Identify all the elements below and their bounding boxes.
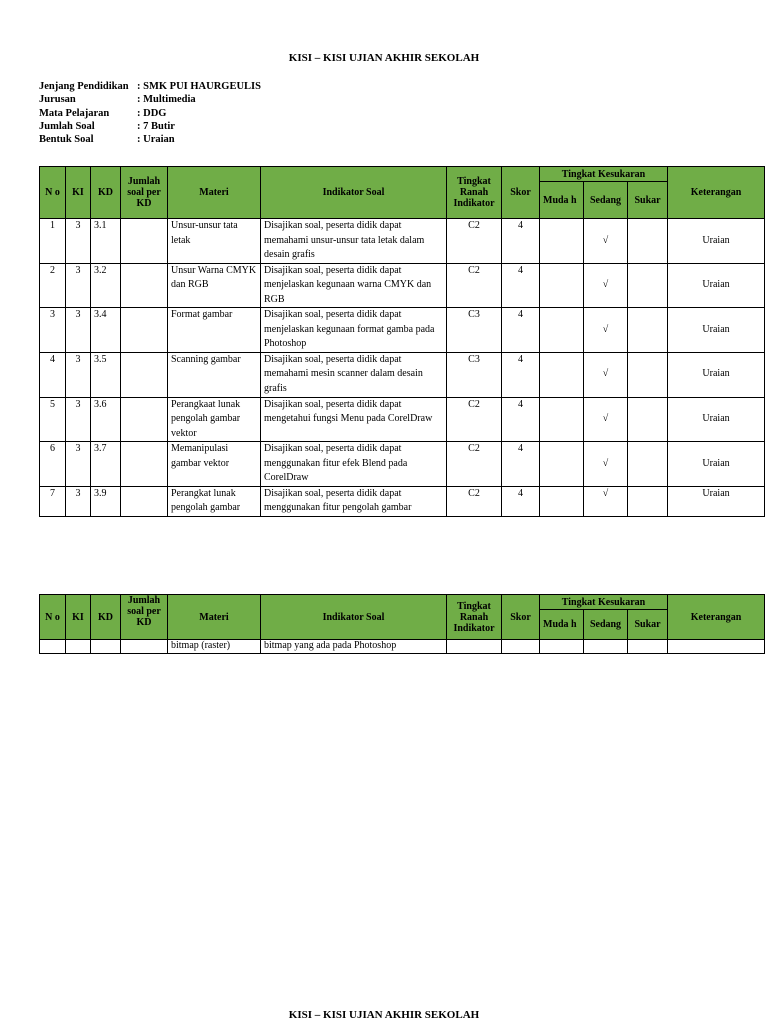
cell-keterangan: Uraian [668,397,765,442]
cell-no: 3 [40,308,66,353]
header-kd: KD [91,595,121,640]
cell-no: 2 [40,263,66,308]
meta-label: Jenjang Pendidikan [39,81,129,92]
cell-kd [91,640,121,654]
header-sedang: Sedang [584,182,628,219]
header-jumlah-soal [121,595,168,640]
cell-ranah: C2 [447,397,502,442]
cell-ranah: C2 [447,442,502,487]
cell-kd: 3.9 [91,486,121,516]
cell-ranah [447,640,502,654]
cell-indikator: Disajikan soal, peserta didik dapat menggunakan fitur pengolah gambar [261,486,447,516]
cell-ki [66,640,91,654]
cell-materi: Perangkaat lunak pengolah gambar vektor [168,397,261,442]
meta-value: : Uraian [137,134,175,146]
cell-sukar [628,352,668,397]
cell-ranah: C2 [447,219,502,264]
meta-value: : Multimedia [137,94,196,106]
header-keterangan: Keterangan [668,167,765,219]
cell-skor: 4 [502,442,540,487]
cell-materi: Unsur Warna CMYK dan RGB [168,263,261,308]
header-skor: Skor [502,167,540,219]
cell-indikator: Disajikan soal, peserta didik dapat menggunakan fitur efek Blend pada CorelDraw [261,442,447,487]
cell-mudah [540,640,584,654]
cell-keterangan: Uraian [668,263,765,308]
cell-mudah [540,219,584,264]
header-keterangan: Keterangan [668,595,765,640]
cell-ranah: C3 [447,352,502,397]
cell-sedang: √ [584,308,628,353]
header-jumlah-soal-text: Jumlah soal per KD [127,595,161,628]
cell-jumlah [121,219,168,264]
cell-jumlah [121,308,168,353]
cell-sedang: √ [584,263,628,308]
cell-ranah: C2 [447,263,502,308]
cell-kd: 3.5 [91,352,121,397]
cell-materi: Memanipulasi gambar vektor [168,442,261,487]
meta-row-mapel [39,107,261,120]
cell-ki: 3 [66,352,91,397]
cell-skor: 4 [502,486,540,516]
meta-row-jenjang [39,80,261,93]
cell-sedang: √ [584,352,628,397]
cell-sedang: √ [584,219,628,264]
cell-skor: 4 [502,308,540,353]
cell-no: 4 [40,352,66,397]
cell-jumlah [121,486,168,516]
meta-value: : DDG [137,107,167,119]
header-mudah: Muda h [540,182,584,219]
cell-sukar [628,442,668,487]
cell-sedang [584,640,628,654]
cell-kd: 3.6 [91,397,121,442]
header-jumlah-soal: Jumlah soal per KD [121,167,168,219]
cell-kd: 3.2 [91,263,121,308]
cell-ki: 3 [66,263,91,308]
page-title-next: KISI – KISI UJIAN AKHIR SEKOLAH [288,1009,480,1021]
meta-value: : 7 Butir [137,120,175,132]
cell-sukar [628,397,668,442]
cell-materi: Format gambar [168,308,261,353]
header-sukar: Sukar [628,610,668,640]
kisi-table-continued [39,594,765,654]
cell-keterangan [668,640,765,654]
meta-label: Jumlah Soal [39,120,95,132]
table-row [40,486,765,516]
meta-label: Bentuk Soal [39,134,94,146]
cell-kd: 3.4 [91,308,121,353]
cell-kd: 3.7 [91,442,121,487]
cell-mudah [540,263,584,308]
cell-sukar [628,263,668,308]
table-row [40,263,765,308]
cell-keterangan: Uraian [668,442,765,487]
cell-materi: Perangkat lunak pengolah gambar [168,486,261,516]
header-kd: KD [91,167,121,219]
cell-keterangan: Uraian [668,352,765,397]
cell-materi: Scanning gambar [168,352,261,397]
header-no: N o [40,167,66,219]
cell-jumlah [121,442,168,487]
cell-ranah: C2 [447,486,502,516]
cell-keterangan: Uraian [668,219,765,264]
cell-mudah [540,486,584,516]
cell-no: 1 [40,219,66,264]
header-materi: Materi [168,167,261,219]
cell-materi: bitmap (raster) [168,640,261,654]
header-ki: KI [66,595,91,640]
cell-materi: Unsur-unsur tata letak [168,219,261,264]
cell-sukar [628,219,668,264]
cell-sukar [628,486,668,516]
cell-no: 5 [40,397,66,442]
cell-no: 7 [40,486,66,516]
cell-no: 6 [40,442,66,487]
cell-jumlah [121,640,168,654]
header-kesukaran: Tingkat Kesukaran [540,167,668,182]
header-indikator: Indikator Soal [261,167,447,219]
cell-keterangan: Uraian [668,308,765,353]
header-ki: KI [66,167,91,219]
cell-jumlah [121,397,168,442]
cell-indikator: bitmap yang ada pada Photoshop [261,640,447,654]
header-kesukaran: Tingkat Kesukaran [540,595,668,610]
document-meta [39,80,261,146]
meta-row-jurusan [39,93,261,106]
cell-mudah [540,442,584,487]
cell-jumlah [121,263,168,308]
cell-skor: 4 [502,263,540,308]
header-indikator: Indikator Soal [261,595,447,640]
cell-sedang: √ [584,442,628,487]
table-row [40,442,765,487]
meta-value: : SMK PUI HAURGEULIS [137,81,261,92]
cell-ki: 3 [66,442,91,487]
cell-jumlah [121,352,168,397]
table-row-continuation [40,640,765,654]
cell-mudah [540,397,584,442]
cell-kd: 3.1 [91,219,121,264]
cell-indikator: Disajikan soal, peserta didik dapat memahami mesin scanner dalam desain grafis [261,352,447,397]
table-row [40,352,765,397]
table-row [40,397,765,442]
cell-ki: 3 [66,397,91,442]
cell-mudah [540,352,584,397]
meta-label: Jurusan [39,94,76,106]
header-sukar: Sukar [628,182,668,219]
kisi-table [39,166,765,517]
cell-sukar [628,640,668,654]
cell-no [40,640,66,654]
cell-skor: 4 [502,219,540,264]
meta-row-bentuk-soal [39,133,261,146]
table-row [40,219,765,264]
cell-indikator: Disajikan soal, peserta didik dapat menjelaskan kegunaan warna CMYK dan RGB [261,263,447,308]
cell-ranah: C3 [447,308,502,353]
cell-sedang: √ [584,397,628,442]
cell-indikator: Disajikan soal, peserta didik dapat memahami unsur-unsur tata letak dalam desain grafis [261,219,447,264]
cell-ki: 3 [66,219,91,264]
header-ranah: Tingkat Ranah Indikator [447,595,502,640]
cell-sedang: √ [584,486,628,516]
cell-ki: 3 [66,308,91,353]
cell-skor [502,640,540,654]
cell-ki: 3 [66,486,91,516]
meta-label: Mata Pelajaran [39,107,110,119]
header-ranah: Tingkat Ranah Indikator [447,167,502,219]
cell-skor: 4 [502,397,540,442]
cell-indikator: Disajikan soal, peserta didik dapat mengetahui fungsi Menu pada CorelDraw [261,397,447,442]
cell-keterangan: Uraian [668,486,765,516]
header-sedang: Sedang [584,610,628,640]
header-mudah: Muda h [540,610,584,640]
cell-skor: 4 [502,352,540,397]
cell-mudah [540,308,584,353]
cell-indikator: Disajikan soal, peserta didik dapat menjelaskan kegunaan format gamba pada Photoshop [261,308,447,353]
header-skor: Skor [502,595,540,640]
header-no: N o [40,595,66,640]
header-materi: Materi [168,595,261,640]
meta-row-jumlah-soal [39,120,261,133]
page-title: KISI – KISI UJIAN AKHIR SEKOLAH [288,52,480,64]
table-row [40,308,765,353]
cell-sukar [628,308,668,353]
